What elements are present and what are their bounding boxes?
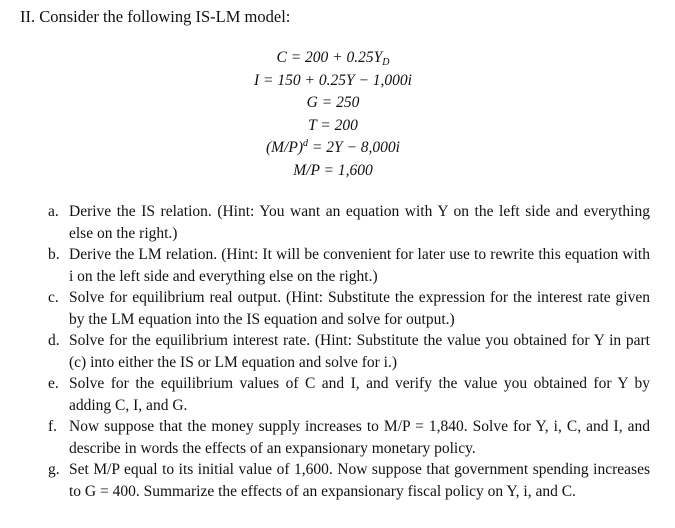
question-a [20,201,650,244]
question-text: Solve for equilibrium real output. (Hint: Substitute the expression for the interest rate given by the LM equation into the IS equation and solve for output.) [69,289,650,328]
money-supply-equation: M/P = 1,600 [293,161,373,179]
question-marker: f. [48,418,58,435]
investment-equation: I = 150 + 0.25Y − 1,000i [254,71,412,89]
question-marker: a. [48,203,59,220]
model-equations [230,47,436,183]
question-text: Now suppose that the money supply increases to M/P = 1,840. Solve for Y, i, C, and I, and describe in words the effects of an expansionary monetary policy. [69,418,650,457]
consumption-subscript: D [382,57,390,68]
question-marker: g. [48,461,60,478]
taxes-equation: T = 200 [308,116,358,134]
question-text: Solve for the equilibrium interest rate. (Hint: Substitute the value you obtained for Y in part (c) into either the IS or LM equation and solve for i.) [69,332,650,371]
question-marker: d. [48,332,60,349]
question-marker: b. [48,246,60,263]
question-text: Derive the IS relation. (Hint: You want an equation with Y on the left side and everything else on the right.) [69,203,650,242]
consumption-equation: $C = 200 + 0.25Y_D$ [276,49,390,68]
question-f [20,416,650,459]
question-text: Derive the LM relation. (Hint: It will be convenient for later use to rewrite this equation with i on the left side and everything else on the right.) [69,246,650,285]
question-text: Solve for the equilibrium values of C and I, and verify the value you obtained for Y by adding C, I, and G. [69,375,650,414]
question-e [20,373,650,416]
money-demand-superscript: d [303,138,309,150]
question-marker: e. [48,375,59,392]
question-g [20,459,650,502]
question-c [20,287,650,330]
question-list [20,201,650,502]
question-d [20,330,650,373]
question-b [20,244,650,287]
government-spending-equation: G = 250 [306,94,360,112]
section-heading: II. Consider the following IS-LM model: [20,7,291,26]
money-demand-equation: $(M/P)^d = 2Y - 8,000i$ [266,138,400,157]
question-marker: c. [48,289,59,306]
question-text: Set M/P equal to its initial value of 1,600. Now suppose that government spending increases to G = 400. Summarize the effects of an expansionary fiscal policy on Y, i, and C. [69,461,650,500]
